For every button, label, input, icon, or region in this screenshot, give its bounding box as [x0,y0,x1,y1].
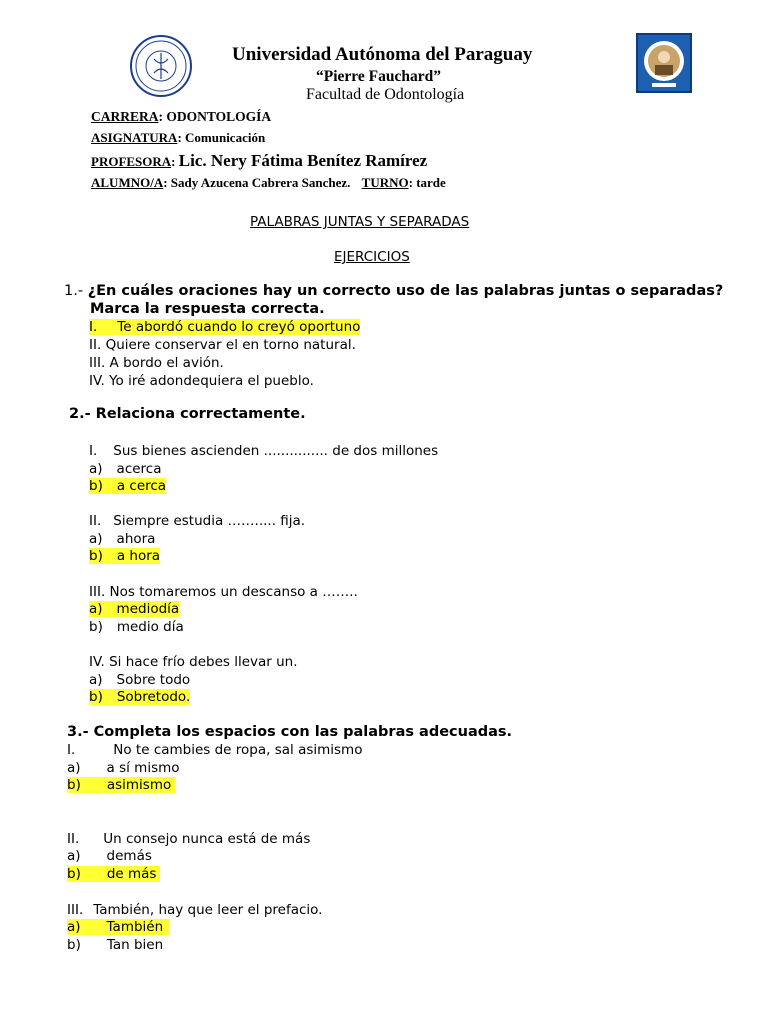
option-letter: b) [89,689,103,705]
university-seal-icon [130,35,192,97]
option-text: Sobretodo. [116,689,191,705]
q2-option-a-2 [89,531,155,547]
turno-label: TURNO [361,175,409,190]
q2-option-a-4 [89,672,190,688]
carrera-row [91,109,271,125]
option-letter: b) [89,619,103,635]
q1-item-text: A bordo el avión. [109,355,224,371]
asignatura-label: ASIGNATURA [91,130,178,145]
profesora-sep: : [171,154,176,169]
q2-stem-text: Nos tomaremos un descanso a …….. [109,584,358,600]
q1-item-num: IV. [89,373,105,389]
option-letter: a) [89,601,103,617]
option-letter: a) [67,919,81,935]
q2-heading: 2.- Relaciona correctamente. [69,406,306,422]
profesora-row [91,151,427,171]
q1-item-2 [89,337,356,353]
q2-option-b-1 [89,478,166,494]
q3-stem-num: I. [67,742,76,758]
option-letter: b) [67,777,81,793]
q2-stem-4 [89,654,298,670]
faculty-name: Facultad de Odontología [306,86,465,103]
alumno-label: ALUMNO/A [91,175,164,190]
option-letter: b) [89,548,103,564]
option-letter: a) [67,848,81,864]
q2-stem-3 [89,584,358,600]
asignatura-row [91,130,265,146]
q1-item-1 [89,319,360,335]
q3-option-b-3 [67,937,163,953]
q2-stem-2 [89,513,305,529]
option-letter: a) [67,760,81,776]
option-text: También [106,919,164,935]
q1-line2: Marca la respuesta correcta. [90,301,325,317]
q1-item-4 [89,373,314,389]
university-name: Universidad Autónoma del Paraguay [232,44,533,65]
q3-option-a-2 [67,848,152,864]
q2-option-a-3 [89,601,179,617]
q2-option-b-2 [89,548,160,564]
uap-emblem-icon [636,33,692,93]
option-letter: b) [67,866,81,882]
option-text: Tan bien [106,937,164,953]
option-text: a sí mismo [106,760,180,776]
option-text: mediodía [116,601,180,617]
q2-option-b-4 [89,689,190,705]
q1-prompt: ¿En cuáles oraciones hay un correcto uso de las palabras juntas o separadas? [87,283,724,299]
q3-option-a-3 [67,919,170,935]
profesora-label: PROFESORA [91,154,172,169]
option-letter: b) [67,937,81,953]
option-text: a cerca [116,478,167,494]
alumno-value: : Sady Azucena Cabrera Sanchez. [163,175,351,190]
asignatura-value: : Comunicación [177,130,266,145]
q3-stem-num: II. [67,831,80,847]
q3-stem-3 [67,902,322,918]
carrera-label: CARRERA [91,109,159,124]
q1-item-3 [89,355,224,371]
option-text: acerca [116,461,162,477]
q1-item-num: I. [89,319,98,335]
university-subtitle: “Pierre Fauchard” [316,68,441,85]
q3-stem-2 [67,831,310,847]
q2-stem-num: III. [89,584,106,600]
q3-stem-text: También, hay que leer el prefacio. [93,902,323,918]
q3-stem-text: Un consejo nunca está de más [103,831,311,847]
q3-stem-num: III. [67,902,84,918]
q3-heading: 3.- Completa los espacios con las palabras adecuadas. [67,724,513,740]
q1-item-text: Quiere conservar el en torno natural. [105,337,356,353]
option-text: medio día [116,619,184,635]
profesora-value: Lic. Nery Fátima Benítez Ramírez [178,151,428,170]
q3-option-b-1 [67,777,175,793]
q1-item-text: Te abordó cuando lo creyó oportuno [117,319,361,335]
option-letter: a) [89,531,103,547]
q1-item-num: III. [89,355,106,371]
option-text: Sobre todo [116,672,191,688]
q1-item-num: II. [89,337,102,353]
option-text: asimismo [106,777,172,793]
q2-stem-text: Si hace frío debes llevar un. [109,654,298,670]
option-text: de más [106,866,157,882]
main-title: PALABRAS JUNTAS Y SEPARADAS [250,214,470,230]
q1-item-text: Yo iré adondequiera el pueblo. [109,373,314,389]
q2-stem-num: IV. [89,654,105,670]
q2-stem-1 [89,443,438,459]
q1-line1 [64,283,723,299]
sub-title: EJERCICIOS [334,249,410,265]
q2-stem-num: I. [89,443,98,459]
option-letter: a) [89,461,103,477]
q2-stem-text: Sus bienes ascienden ............... de dos millones [113,443,439,459]
q3-option-b-2 [67,866,160,882]
alumno-row [91,175,446,191]
carrera-value: : ODONTOLOGÍA [158,109,272,124]
q3-stem-text: No te cambies de ropa, sal asimismo [113,742,363,758]
q1-number: 1.- [64,283,84,299]
option-text: ahora [116,531,156,547]
q2-stem-text: Siempre estudia ……..... fija. [113,513,306,529]
q3-option-a-1 [67,760,180,776]
option-letter: b) [89,478,103,494]
option-text: demás [106,848,152,864]
q2-stem-num: II. [89,513,102,529]
q3-stem-1 [67,742,362,758]
q2-option-b-3 [89,619,184,635]
turno-value: : tarde [408,175,446,190]
q2-option-a-1 [89,461,162,477]
option-text: a hora [116,548,161,564]
option-letter: a) [89,672,103,688]
